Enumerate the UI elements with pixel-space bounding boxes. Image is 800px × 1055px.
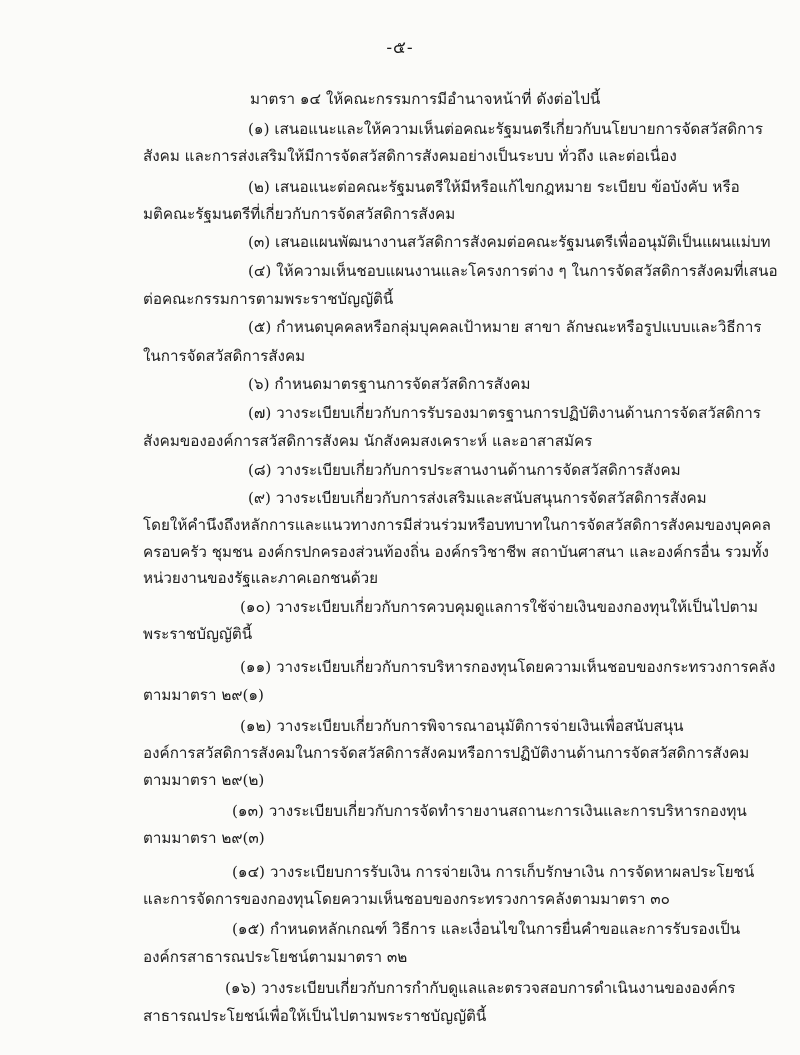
clause-11-cont: ตามมาตรา ๒๙(๑) [143,686,264,704]
clause-8: (๘) วางระเบียบเกี่ยวกับการประสานงานด้านการจัดสวัสดิการสังคม [248,461,681,479]
clause-12-cont-1: องค์การสวัสดิการสังคมในการจัดสวัสดิการสังคมหรือการปฏิบัติงานด้านการจัดสวัสดิการสังคม [143,744,750,762]
clause-5: (๕) กำหนดบุคคลหรือกลุ่มบุคคลเป้าหมาย สาขา ลักษณะหรือรูปแบบและวิธีการ [248,318,762,336]
clause-15: (๑๕) กำหนดหลักเกณฑ์ วิธีการ และเงื่อนไขในการยื่นคำขอและการรับรองเป็น [232,920,741,938]
clause-7-cont: สังคมขององค์การสวัสดิการสังคม นักสังคมสงเคราะห์ และอาสาสมัคร [143,432,593,450]
clause-4: (๔) ให้ความเห็นชอบแผนงานและโครงการต่าง ๆ ในการจัดสวัสดิการสังคมที่เสนอ [248,262,778,280]
clause-1: (๑) เสนอแนะและให้ความเห็นต่อคณะรัฐมนตรีเกี่ยวกับนโยบายการจัดสวัสดิการ [248,120,764,138]
clause-2: (๒) เสนอแนะต่อคณะรัฐมนตรีให้มีหรือแก้ไขกฎหมาย ระเบียบ ข้อบังคับ หรือ [248,178,740,196]
clause-10: (๑๐) วางระเบียบเกี่ยวกับการควบคุมดูแลการใช้จ่ายเงินของกองทุนให้เป็นไปตาม [240,598,759,616]
clause-5-cont: ในการจัดสวัสดิการสังคม [143,347,306,365]
clause-9-cont-1: โดยให้คำนึงถึงหลักการและแนวทางการมีส่วนร่วมหรือบทบาทในการจัดสวัสดิการสังคมของบุคคล [143,516,771,534]
clause-9-cont-2: ครอบครัว ชุมชน องค์กรปกครองส่วนท้องถิ่น องค์กรวิชาชีพ สถาบันศาสนา และองค์กรอื่น รวมทั้ง [143,543,769,561]
clause-13: (๑๓) วางระเบียบเกี่ยวกับการจัดทำรายงานสถานะการเงินและการบริหารกองทุน [232,802,747,820]
page-number: -๕- [386,38,414,58]
clause-9: (๙) วางระเบียบเกี่ยวกับการส่งเสริมและสนับสนุนการจัดสวัสดิการสังคม [248,489,707,507]
clause-14-cont: และการจัดการของกองทุนโดยความเห็นชอบของกระทรวงการคลังตามมาตรา ๓๐ [143,890,670,908]
clause-16: (๑๖) วางระเบียบเกี่ยวกับการกำกับดูแลและตรวจสอบการดำเนินงานขององค์กร [225,979,736,997]
clause-14: (๑๔) วางระเบียบการรับเงิน การจ่ายเงิน การเก็บรักษาเงิน การจัดหาผลประโยชน์ [232,863,755,881]
clause-7: (๗) วางระเบียบเกี่ยวกับการรับรองมาตรฐานการปฏิบัติงานด้านการจัดสวัสดิการ [248,404,761,422]
clause-12: (๑๒) วางระเบียบเกี่ยวกับการพิจารณาอนุมัติการจ่ายเงินเพื่อสนับสนุน [240,717,684,735]
clause-15-cont: องค์กรสาธารณประโยชน์ตามมาตรา ๓๒ [143,948,408,966]
clause-16-cont: สาธารณประโยชน์เพื่อให้เป็นไปตามพระราชบัญญัตินี้ [143,1007,487,1025]
clause-9-cont-3: หน่วยงานของรัฐและภาคเอกชนด้วย [143,569,379,587]
section-14-heading: มาตรา ๑๔ ให้คณะกรรมการมีอำนาจหน้าที่ ดังต่อไปนี้ [250,90,601,108]
clause-13-cont: ตามมาตรา ๒๙(๓) [143,829,265,847]
clause-2-cont: มติคณะรัฐมนตรีที่เกี่ยวกับการจัดสวัสดิการสังคม [143,205,456,223]
clause-1-cont: สังคม และการส่งเสริมให้มีการจัดสวัสดิการสังคมอย่างเป็นระบบ ทั่วถึง และต่อเนื่อง [143,147,677,165]
clause-11: (๑๑) วางระเบียบเกี่ยวกับการบริหารกองทุนโดยความเห็นชอบของกระทรวงการคลัง [240,658,776,676]
clause-3: (๓) เสนอแผนพัฒนางานสวัสดิการสังคมต่อคณะรัฐมนตรีเพื่ออนุมัติเป็นแผนแม่บท [248,233,771,251]
clause-10-cont: พระราชบัญญัตินี้ [143,625,253,643]
clause-6: (๖) กำหนดมาตรฐานการจัดสวัสดิการสังคม [248,375,531,393]
clause-12-cont-2: ตามมาตรา ๒๙(๒) [143,771,265,789]
clause-4-cont: ต่อคณะกรรมการตามพระราชบัญญัตินี้ [143,290,394,308]
